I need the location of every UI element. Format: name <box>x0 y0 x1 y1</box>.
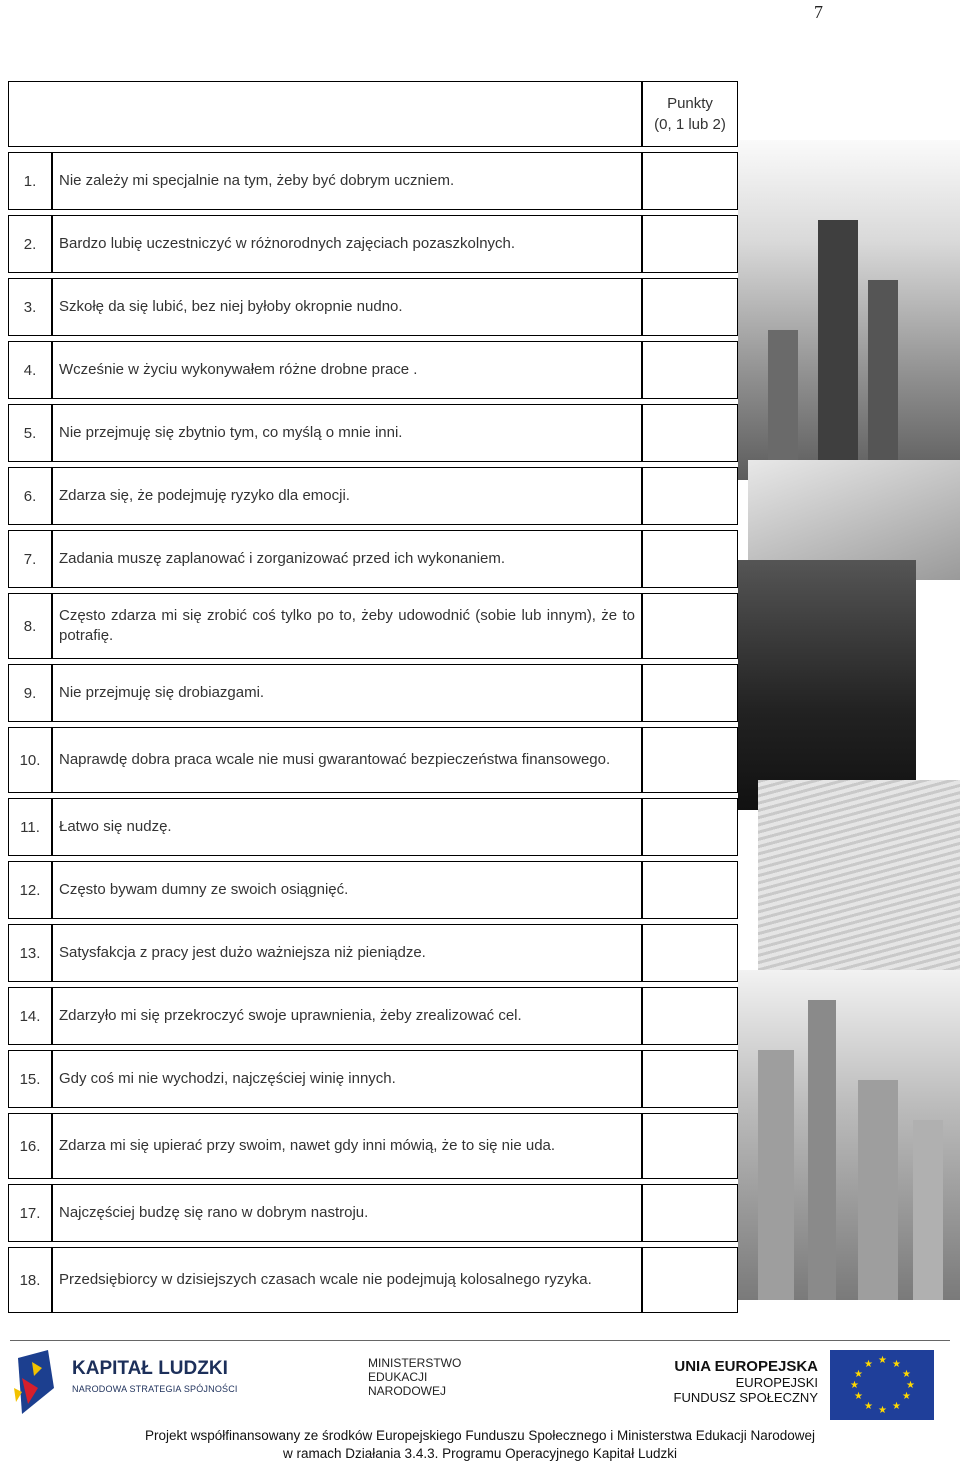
points-cell[interactable] <box>642 278 738 336</box>
row-statement: Wcześnie w życiu wykonywałem różne drobne prace . <box>52 341 642 399</box>
kapital-ludzki-logo <box>8 1348 248 1420</box>
row-number: 6. <box>8 467 52 525</box>
city-towers-photo <box>738 970 960 1300</box>
kapital-ludzki-subtitle: NARODOWA STRATEGIA SPÓJNOŚCI <box>72 1384 238 1394</box>
points-cell[interactable] <box>642 341 738 399</box>
cofinancing-programme: w ramach Działania 3.4.3. Programu Operacyjnego Kapitał Ludzki <box>283 1446 677 1461</box>
ministry-line: NARODOWEJ <box>368 1384 446 1398</box>
cofinancing-statement: Projekt współfinansowany ze środków Europejskiego Funduszu Społecznego i Ministerstwa Edukacji Narodowej <box>144 1428 816 1443</box>
points-cell[interactable] <box>642 861 738 919</box>
row-number: 14. <box>8 987 52 1045</box>
row-statement: Przedsiębiorcy w dzisiejszych czasach wcale nie podejmują kolosalnego ryzyka. <box>52 1247 642 1313</box>
row-number: 4. <box>8 341 52 399</box>
row-statement: Szkołę da się lubić, bez niej byłoby okropnie nudno. <box>52 278 642 336</box>
ministry-line: EDUKACJI <box>368 1370 428 1384</box>
row-number: 8. <box>8 593 52 659</box>
ministry-logo-text <box>368 1356 461 1398</box>
row-number: 12. <box>8 861 52 919</box>
points-cell[interactable] <box>642 727 738 793</box>
row-number: 15. <box>8 1050 52 1108</box>
row-number: 1. <box>8 152 52 210</box>
points-cell[interactable] <box>642 404 738 462</box>
row-number: 10. <box>8 727 52 793</box>
row-statement: Łatwo się nudzę. <box>52 798 642 856</box>
row-statement: Satysfakcja z pracy jest dużo ważniejsza niż pieniądze. <box>52 924 642 982</box>
kapital-ludzki-emblem-icon <box>8 1348 64 1420</box>
points-cell[interactable] <box>642 924 738 982</box>
row-number: 18. <box>8 1247 52 1313</box>
points-cell[interactable] <box>642 1113 738 1179</box>
table-row <box>8 593 738 659</box>
points-header <box>642 81 738 147</box>
row-statement: Najczęściej budzę się rano w dobrym nastroju. <box>52 1184 642 1242</box>
row-number: 2. <box>8 215 52 273</box>
row-number: 11. <box>8 798 52 856</box>
points-cell[interactable] <box>642 987 738 1045</box>
row-statement: Zdarza mi się upierać przy swoim, nawet gdy inni mówią, że to się nie uda. <box>52 1113 642 1179</box>
table-row <box>8 530 738 588</box>
points-header-range: (0, 1 lub 2) <box>654 116 726 133</box>
row-statement: Często zdarza mi się zrobić coś tylko po to, żeby udowodnić (sobie lub innym), że to potrafię. <box>52 593 642 659</box>
eu-fund-text <box>668 1358 818 1405</box>
table-row <box>8 924 738 982</box>
eu-union-label: UNIA EUROPEJSKA <box>674 1358 818 1375</box>
table-row <box>8 404 738 462</box>
row-number: 3. <box>8 278 52 336</box>
table-row <box>8 861 738 919</box>
row-number: 17. <box>8 1184 52 1242</box>
table-row <box>8 341 738 399</box>
page-number: 7 <box>814 2 823 22</box>
row-number: 7. <box>8 530 52 588</box>
row-statement: Zadania muszę zaplanować i zorganizować przed ich wykonaniem. <box>52 530 642 588</box>
points-cell[interactable] <box>642 215 738 273</box>
table-row <box>8 467 738 525</box>
points-cell[interactable] <box>642 593 738 659</box>
points-cell[interactable] <box>642 530 738 588</box>
row-number: 9. <box>8 664 52 722</box>
eu-fund-label-2: FUNDUSZ SPOŁECZNY <box>673 1390 818 1405</box>
row-number: 5. <box>8 404 52 462</box>
row-statement: Gdy coś mi nie wychodzi, najczęściej winię innych. <box>52 1050 642 1108</box>
row-statement: Nie zależy mi specjalnie na tym, żeby być dobrym uczniem. <box>52 152 642 210</box>
table-row <box>8 987 738 1045</box>
speaker-photo <box>738 560 916 810</box>
table-row <box>8 1113 738 1179</box>
skyscraper-photo <box>738 140 960 480</box>
table-row <box>8 1050 738 1108</box>
questionnaire-table <box>8 76 738 1318</box>
table-header-row <box>8 81 738 147</box>
ministry-line: MINISTERSTWO <box>368 1356 462 1370</box>
row-number: 13. <box>8 924 52 982</box>
row-statement: Często bywam dumny ze swoich osiągnięć. <box>52 861 642 919</box>
points-cell[interactable] <box>642 1050 738 1108</box>
table-row <box>8 215 738 273</box>
table-row <box>8 1184 738 1242</box>
points-header-label: Punkty <box>667 95 713 112</box>
row-statement: Nie przejmuję się zbytnio tym, co myślą o mnie inni. <box>52 404 642 462</box>
points-cell[interactable] <box>642 467 738 525</box>
row-statement: Bardzo lubię uczestniczyć w różnorodnych zajęciach pozaszkolnych. <box>52 215 642 273</box>
table-row <box>8 798 738 856</box>
points-cell[interactable] <box>642 1184 738 1242</box>
row-statement: Zdarza się, że podejmuję ryzyko dla emocji. <box>52 467 642 525</box>
eu-fund-label-1: EUROPEJSKI <box>735 1375 818 1390</box>
row-number: 16. <box>8 1113 52 1179</box>
points-cell[interactable] <box>642 152 738 210</box>
table-row <box>8 152 738 210</box>
kapital-ludzki-title: KAPITAŁ LUDZKI <box>72 1358 228 1379</box>
table-row <box>8 1247 738 1313</box>
table-row <box>8 278 738 336</box>
header-empty-cell <box>8 81 642 147</box>
table-row <box>8 664 738 722</box>
points-cell[interactable] <box>642 798 738 856</box>
eu-flag-icon: ★ ★ ★ ★ ★ ★ ★ ★ ★ ★ ★ ★ <box>830 1350 934 1420</box>
row-statement: Naprawdę dobra praca wcale nie musi gwarantować bezpieczeństwa finansowego. <box>52 727 642 793</box>
points-cell[interactable] <box>642 664 738 722</box>
row-statement: Nie przejmuję się drobiazgami. <box>52 664 642 722</box>
footer-divider <box>10 1340 950 1341</box>
points-cell[interactable] <box>642 1247 738 1313</box>
table-row <box>8 727 738 793</box>
photo-collage <box>738 140 960 1300</box>
row-statement: Zdarzyło mi się przekroczyć swoje uprawnienia, żeby zrealizować cel. <box>52 987 642 1045</box>
